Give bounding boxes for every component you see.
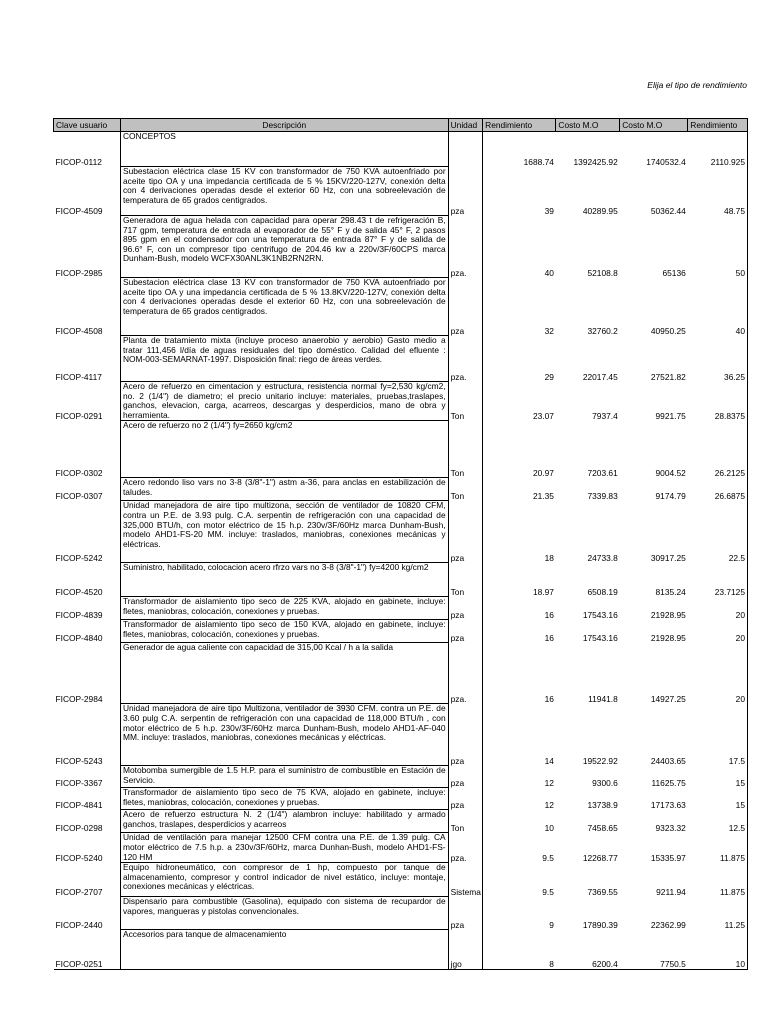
cell-clave[interactable]: FICOP-5243 bbox=[55, 755, 103, 766]
cell-unidad[interactable]: pza bbox=[448, 501, 483, 563]
cell-unidad[interactable]: Ton bbox=[448, 382, 483, 421]
cell-clave[interactable]: FICOP-2707 bbox=[55, 886, 103, 897]
table-row[interactable] bbox=[54, 833, 748, 863]
cell-descripcion[interactable]: Accesorios para tanque de almacenamiento bbox=[120, 930, 448, 970]
cell-costo-mo-2[interactable]: 30917.25 bbox=[650, 552, 686, 563]
cell-unidad[interactable]: pza bbox=[448, 620, 483, 643]
header-rendimiento[interactable]: Rendimiento bbox=[483, 119, 556, 132]
table-row[interactable] bbox=[54, 897, 748, 930]
cell-clave[interactable]: FICOP-4840 bbox=[55, 632, 103, 643]
cell-costo-mo[interactable]: 12268.77 bbox=[582, 852, 618, 863]
cell-costo-mo[interactable]: 7369.55 bbox=[587, 886, 618, 897]
cell-descripcion[interactable]: Equipo hidroneumático, con compresor de 1 hp, compuesto por tanque de almacenamiento, compresor y control indicador de nivel estático, incluye: montaje, conexiones mecánicas y eléctricas. bbox=[120, 863, 448, 897]
cell-clave[interactable]: FICOP-0251 bbox=[54, 930, 121, 970]
cell-unidad[interactable]: pza bbox=[448, 167, 483, 216]
cell-costo-mo-2[interactable]: 9211.94 bbox=[656, 886, 686, 897]
cell-unidad[interactable]: pza bbox=[448, 897, 483, 930]
table-row[interactable] bbox=[54, 704, 748, 766]
cell-costo-mo-2[interactable]: 21928.95 bbox=[650, 609, 686, 620]
cell-clave[interactable]: FICOP-5240 bbox=[55, 852, 103, 863]
cell-costo-mo[interactable]: 32760.2 bbox=[587, 325, 618, 336]
cell-descripcion[interactable]: Subestacion eléctrica clase 15 KV con transformador de 750 KVA autoenfriado por aceite tipo OA y una impedancia certificada de 5 % 15KV/220-127V, conexión delta con 4 derivaciones operadas desde el exterior 60 Hz, con una sobreelevación de temperatura de 65 grados centigrados. bbox=[120, 167, 448, 216]
cell-descripcion[interactable]: Generadora de agua helada con capacidad para operar 298.43 t de refrigeración B, 717 gpm, temperatura de entrada al evaporador de 55° F y de salida 45° F, 2 pasos 895 gpm en el condensador con una temperatura de entrada 87° F y de salida de 96.6° F, con un compresor tipo centrifugo de 204.46 kw a 220v/3F/60CPS marca Dunham-Bush, modelo WCFX30ANL3K1NB2RN2RN. bbox=[120, 216, 448, 278]
cell-rendimiento-2[interactable]: 20 bbox=[688, 620, 748, 643]
table-row[interactable] bbox=[54, 863, 748, 897]
cell-descripcion[interactable]: Unidad manejadora de aire tipo Multizona, ventilador de 3930 CFM. contra un P.E. de 3.60 pulg C.A. serpentin de refrigeración con una capacidad de 118,000 BTU/h , con motor eléctrico de 5 h.p. 230v/3F/60Hz marca Dunham-Bush, modelo AHD1-AF-040 MM. incluye: traslados, maniobras, conexiones mecánicas y eléctricas. bbox=[120, 704, 448, 766]
cell-rendimiento[interactable]: 23.07 bbox=[532, 410, 554, 421]
cell-clave[interactable]: FICOP-0112 bbox=[55, 156, 102, 167]
cell-rendimiento[interactable]: 16 bbox=[544, 609, 554, 620]
header-rendimiento-2[interactable]: Rendimiento bbox=[688, 119, 748, 132]
cell-costo-mo-2[interactable]: 8135.24 bbox=[655, 586, 686, 597]
table-row[interactable] bbox=[54, 643, 748, 704]
cell-rendimiento[interactable]: 9.5 bbox=[542, 852, 554, 863]
cell-rendimiento-2[interactable]: 20 bbox=[688, 597, 748, 620]
cell-rendimiento[interactable]: 21.35 bbox=[532, 490, 554, 501]
concepts-table bbox=[53, 118, 748, 970]
cell-rendimiento[interactable]: 14 bbox=[544, 755, 554, 766]
cell-costo-mo[interactable]: 19522.92 bbox=[582, 755, 618, 766]
cell-rendimiento[interactable]: 12 bbox=[544, 777, 554, 788]
cell-rendimiento[interactable]: 18 bbox=[544, 552, 554, 563]
header-descripcion[interactable]: Descripción bbox=[120, 119, 448, 132]
table-row[interactable] bbox=[54, 216, 748, 278]
table-row[interactable] bbox=[54, 132, 748, 167]
cell-rendimiento[interactable]: 18.97 bbox=[532, 586, 554, 597]
header-row bbox=[54, 119, 748, 132]
cell-rendimiento-2[interactable]: 17.5 bbox=[688, 704, 748, 766]
cell-unidad[interactable]: pza bbox=[448, 597, 483, 620]
cell-unidad[interactable]: pza bbox=[448, 278, 483, 336]
cell-costo-mo-2[interactable]: 40950.25 bbox=[650, 325, 686, 336]
cell-unidad[interactable]: pza. bbox=[448, 643, 483, 704]
cell-costo-mo[interactable]: 13738.9 bbox=[587, 799, 618, 810]
table-row[interactable] bbox=[54, 501, 748, 563]
cell-rendimiento-2[interactable]: 36.25 bbox=[688, 336, 748, 382]
cell-rendimiento[interactable]: 16 bbox=[544, 693, 554, 704]
cell-rendimiento[interactable]: 40 bbox=[544, 267, 554, 278]
cell-descripcion[interactable]: Transformador de aislamiento tipo seco de 150 KVA, alojado en gabinete, incluye: fletes, maniobras, colocación, conexiones y pruebas. bbox=[120, 620, 448, 643]
cell-costo-mo[interactable]: 17543.16 bbox=[582, 632, 618, 643]
cell-rendimiento-2[interactable]: 40 bbox=[688, 278, 748, 336]
cell-rendimiento-2[interactable]: 23.7125 bbox=[688, 563, 748, 597]
cell-rendimiento-2[interactable]: 26.6875 bbox=[688, 478, 748, 501]
cell-clave[interactable]: FICOP-4839 bbox=[55, 609, 103, 620]
cell-costo-mo-2[interactable]: 24403.65 bbox=[650, 755, 686, 766]
cell-unidad[interactable]: pza. bbox=[448, 336, 483, 382]
cell-descripcion[interactable]: Acero de refuerzo estructura N. 2 (1/4") alambron incluye: habilitado y armado ganchos, traslapes, desperdicios y acarreos bbox=[120, 810, 448, 833]
cell-costo-mo-2[interactable]: 7750.5 bbox=[620, 930, 688, 970]
cell-costo-mo[interactable]: 17890.39 bbox=[582, 919, 618, 930]
cell-unidad[interactable]: Ton bbox=[448, 421, 483, 478]
cell-rendimiento[interactable]: 39 bbox=[544, 205, 554, 216]
cell-descripcion[interactable]: Acero redondo liso vars no 3-8 (3/8"-1") astm a-36, para anclas en estabilización de taludes. bbox=[120, 478, 448, 501]
table-row[interactable] bbox=[54, 563, 748, 597]
cell-costo-mo-2[interactable]: 17173.63 bbox=[650, 799, 686, 810]
cell-costo-mo[interactable]: 1392425.92 bbox=[573, 156, 618, 167]
cell-costo-mo-2[interactable]: 1740532.4 bbox=[646, 156, 686, 167]
cell-rendimiento[interactable]: 20.97 bbox=[532, 467, 554, 478]
cell-costo-mo-2[interactable]: 14927.25 bbox=[650, 693, 686, 704]
cell-clave[interactable]: FICOP-0302 bbox=[55, 467, 103, 478]
table-row[interactable] bbox=[54, 478, 748, 501]
cell-costo-mo[interactable]: 17543.16 bbox=[582, 609, 618, 620]
cell-costo-mo[interactable]: 7339.83 bbox=[587, 490, 618, 501]
table-row[interactable] bbox=[54, 336, 748, 382]
table-row[interactable] bbox=[54, 597, 748, 620]
cell-unidad[interactable]: pza bbox=[448, 704, 483, 766]
cell-descripcion[interactable]: Transformador de aislamiento tipo seco de 75 KVA, alojado en gabinete, incluye: fletes, maniobras, colocación, conexiones y pruebas. bbox=[120, 788, 448, 810]
cell-clave[interactable]: FICOP-2984 bbox=[55, 693, 103, 704]
cell-costo-mo-2[interactable]: 27521.82 bbox=[650, 371, 686, 382]
cell-costo-mo[interactable]: 6200.4 bbox=[556, 930, 620, 970]
cell-descripcion[interactable]: Acero de refuerzo no 2 (1/4") fy=2650 kg/cm2 bbox=[120, 421, 448, 478]
cell-clave[interactable]: FICOP-5242 bbox=[55, 552, 103, 563]
cell-rendimiento-2[interactable]: 11.25 bbox=[688, 897, 748, 930]
table-row[interactable] bbox=[54, 421, 748, 478]
cell-unidad[interactable]: Sistema bbox=[448, 863, 483, 897]
cell-rendimiento[interactable]: 16 bbox=[544, 632, 554, 643]
cell-rendimiento-2[interactable]: 15 bbox=[688, 788, 748, 810]
cell-costo-mo-2[interactable]: 15335.97 bbox=[650, 852, 686, 863]
table-row[interactable] bbox=[54, 167, 748, 216]
table-row[interactable] bbox=[54, 278, 748, 336]
cell-unidad[interactable] bbox=[448, 132, 483, 167]
cell-rendimiento[interactable]: 10 bbox=[544, 822, 554, 833]
cell-rendimiento[interactable]: 9.5 bbox=[542, 886, 554, 897]
cell-clave[interactable]: FICOP-0307 bbox=[55, 490, 103, 501]
cell-descripcion[interactable]: Dispensario para combustible (Gasolina), equipado con sistema de recupardor de vapores, mangueras y pistolas convencionales. bbox=[120, 897, 448, 930]
cell-costo-mo[interactable]: 7203.61 bbox=[587, 467, 618, 478]
cell-costo-mo-2[interactable]: 9323.32 bbox=[655, 822, 686, 833]
header-unidad[interactable]: Unidad bbox=[448, 119, 483, 132]
header-costo-mo[interactable]: Costo M.O bbox=[556, 119, 620, 132]
cell-clave[interactable]: FICOP-2440 bbox=[55, 919, 103, 930]
cell-clave[interactable]: FICOP-4509 bbox=[55, 205, 103, 216]
cell-clave[interactable]: FICOP-4841 bbox=[55, 799, 103, 810]
cell-clave[interactable]: FICOP-2985 bbox=[55, 267, 103, 278]
cell-unidad[interactable]: pza. bbox=[448, 833, 483, 863]
yield-type-note: Elija el tipo de rendimiento bbox=[647, 80, 747, 90]
cell-descripcion[interactable]: Subestacion eléctrica clase 13 KV con transformador de 750 KVA autoenfriado por aceite tipo OA y una impedancia certificada de 5 % 13.8KV/220-127V, conexión delta con 4 derivaciones operadas desde el exterior 60 Hz, con una sobreelevación de temperatura de 65 grados centigrados. bbox=[120, 278, 448, 336]
cell-costo-mo-2[interactable]: 9174.79 bbox=[655, 490, 686, 501]
table-row[interactable] bbox=[54, 620, 748, 643]
table-row[interactable] bbox=[54, 810, 748, 833]
cell-costo-mo[interactable]: 52108.8 bbox=[587, 267, 618, 278]
cell-costo-mo[interactable]: 40289.95 bbox=[582, 205, 618, 216]
cell-descripcion[interactable]: Generador de agua caliente con capacidad de 315,00 Kcal / h a la salida bbox=[120, 643, 448, 704]
cell-rendimiento-2[interactable]: 50 bbox=[688, 216, 748, 278]
cell-descripcion[interactable]: Motobomba sumergible de 1.5 H.P. para el suministro de combustible en Estación de Servicio. bbox=[120, 766, 448, 788]
cell-clave[interactable]: FICOP-0291 bbox=[55, 410, 103, 421]
cell-rendimiento-2[interactable]: 20 bbox=[688, 643, 748, 704]
cell-descripcion[interactable]: Suministro, habilitado, colocacion acero rfrzo vars no 3-8 (3/8"-1") fy=4200 kg/cm2 bbox=[120, 563, 448, 597]
cell-costo-mo-2[interactable]: 50362.44 bbox=[650, 205, 686, 216]
cell-costo-mo[interactable]: 9300.6 bbox=[592, 777, 618, 788]
cell-costo-mo-2[interactable]: 22362.99 bbox=[650, 919, 686, 930]
cell-rendimiento-2[interactable]: 11.875 bbox=[688, 833, 748, 863]
cell-descripcion[interactable]: Transformador de aislamiento tipo seco de 225 KVA, alojado en gabinete, incluye: fletes, maniobras, colocación, conexiones y pruebas. bbox=[120, 597, 448, 620]
cell-rendimiento-2[interactable]: 26.2125 bbox=[688, 421, 748, 478]
cell-descripcion[interactable]: CONCEPTOS bbox=[120, 132, 448, 167]
cell-clave[interactable]: FICOP-0298 bbox=[55, 822, 103, 833]
cell-costo-mo[interactable]: 6508.19 bbox=[587, 586, 618, 597]
cell-unidad[interactable]: pza. bbox=[448, 216, 483, 278]
cell-descripcion[interactable]: Acero de refuerzo en cimentacion y estructura, resistencia normal fy=2,530 kg/cm2, no. 2 (1/4") de diametro; el precio unitario incluye: materiales, pruebas,traslapes, ganchos, elevacion, carga, acarreos, descargas y desperdicios, mano de obra y herramienta. bbox=[120, 382, 448, 421]
header-costo-mo-2[interactable]: Costo M.O bbox=[620, 119, 688, 132]
cell-rendimiento-2[interactable]: 11.875 bbox=[688, 863, 748, 897]
cell-unidad[interactable]: Ton bbox=[448, 810, 483, 833]
cell-rendimiento-2[interactable]: 12.5 bbox=[688, 810, 748, 833]
cell-rendimiento[interactable]: 29 bbox=[544, 371, 554, 382]
cell-costo-mo-2[interactable]: 65136 bbox=[662, 267, 686, 278]
cell-costo-mo[interactable]: 24733.8 bbox=[587, 552, 618, 563]
cell-rendimiento-2[interactable]: 10 bbox=[688, 930, 748, 970]
cell-unidad[interactable]: pza bbox=[448, 766, 483, 788]
cell-rendimiento-2[interactable]: 48.75 bbox=[688, 167, 748, 216]
cell-rendimiento[interactable]: 32 bbox=[544, 325, 554, 336]
cell-costo-mo[interactable]: 22017.45 bbox=[582, 371, 618, 382]
cell-descripcion[interactable]: Unidad manejadora de aire tipo multizona, sección de ventilador de 10820 CFM, contra un P.E. de 3.93 pulg. C.A. serpentin de refrigeración con una capacidad de 325,000 BTU/h, con motor eléctrico de 15 h.p. 230v/3F/60Hz marca Dunham-Bush, modelo AHD1-FS-20 MM. incluye: traslados, maniobras, conexiones mecánicas y eléctricas. bbox=[120, 501, 448, 563]
cell-costo-mo[interactable]: 7458.65 bbox=[587, 822, 618, 833]
cell-rendimiento-2[interactable]: 15 bbox=[688, 766, 748, 788]
table-row[interactable] bbox=[54, 766, 748, 788]
header-clave-usuario[interactable]: Clave usuario bbox=[54, 119, 121, 132]
cell-costo-mo-2[interactable]: 11625.75 bbox=[651, 777, 686, 788]
cell-descripcion[interactable]: Planta de tratamiento mixta (incluye proceso anaerobio y aerobio) Gasto medio a tratar 111,456 l/día de aguas residuales del tipo doméstico. Calidad del efluente : NOM-003-SEMARNAT-1997. Disposición final: riego de áreas verdes. bbox=[120, 336, 448, 382]
cell-clave[interactable]: FICOP-3367 bbox=[55, 777, 103, 788]
cell-clave[interactable]: FICOP-4508 bbox=[55, 325, 103, 336]
cell-costo-mo-2[interactable]: 9004.52 bbox=[655, 467, 686, 478]
cell-rendimiento-2[interactable]: 28.8375 bbox=[688, 382, 748, 421]
cell-clave[interactable]: FICOP-4117 bbox=[55, 371, 102, 382]
cell-rendimiento-2[interactable]: 2110.925 bbox=[688, 132, 748, 167]
cell-rendimiento[interactable]: 1688.74 bbox=[523, 156, 554, 167]
table-row[interactable] bbox=[54, 930, 748, 970]
cell-descripcion[interactable]: Unidad de ventilación para manejar 12500 CFM contra una P.E. de 1.39 pulg. CA motor eléctrico de 7.5 h.p. a 230v/3F/60Hz, marca Dunhan-Bush, modelo AHD1-FS-120 HM bbox=[120, 833, 448, 863]
cell-unidad[interactable]: jgo bbox=[448, 930, 483, 970]
table-row[interactable] bbox=[54, 788, 748, 810]
cell-unidad[interactable]: Ton bbox=[448, 478, 483, 501]
cell-clave[interactable]: FICOP-4520 bbox=[55, 586, 103, 597]
cell-rendimiento-2[interactable]: 22.5 bbox=[688, 501, 748, 563]
cell-rendimiento[interactable]: 8 bbox=[483, 930, 556, 970]
cell-unidad[interactable]: Ton bbox=[448, 563, 483, 597]
cell-rendimiento[interactable]: 9 bbox=[549, 919, 554, 930]
cell-costo-mo[interactable]: 11941.8 bbox=[588, 693, 618, 704]
cell-costo-mo-2[interactable]: 21928.95 bbox=[650, 632, 686, 643]
cell-rendimiento[interactable]: 12 bbox=[544, 799, 554, 810]
cell-unidad[interactable]: pza bbox=[448, 788, 483, 810]
cell-costo-mo-2[interactable]: 9921.75 bbox=[655, 410, 686, 421]
table-row[interactable] bbox=[54, 382, 748, 421]
cell-costo-mo[interactable]: 7937.4 bbox=[592, 410, 618, 421]
